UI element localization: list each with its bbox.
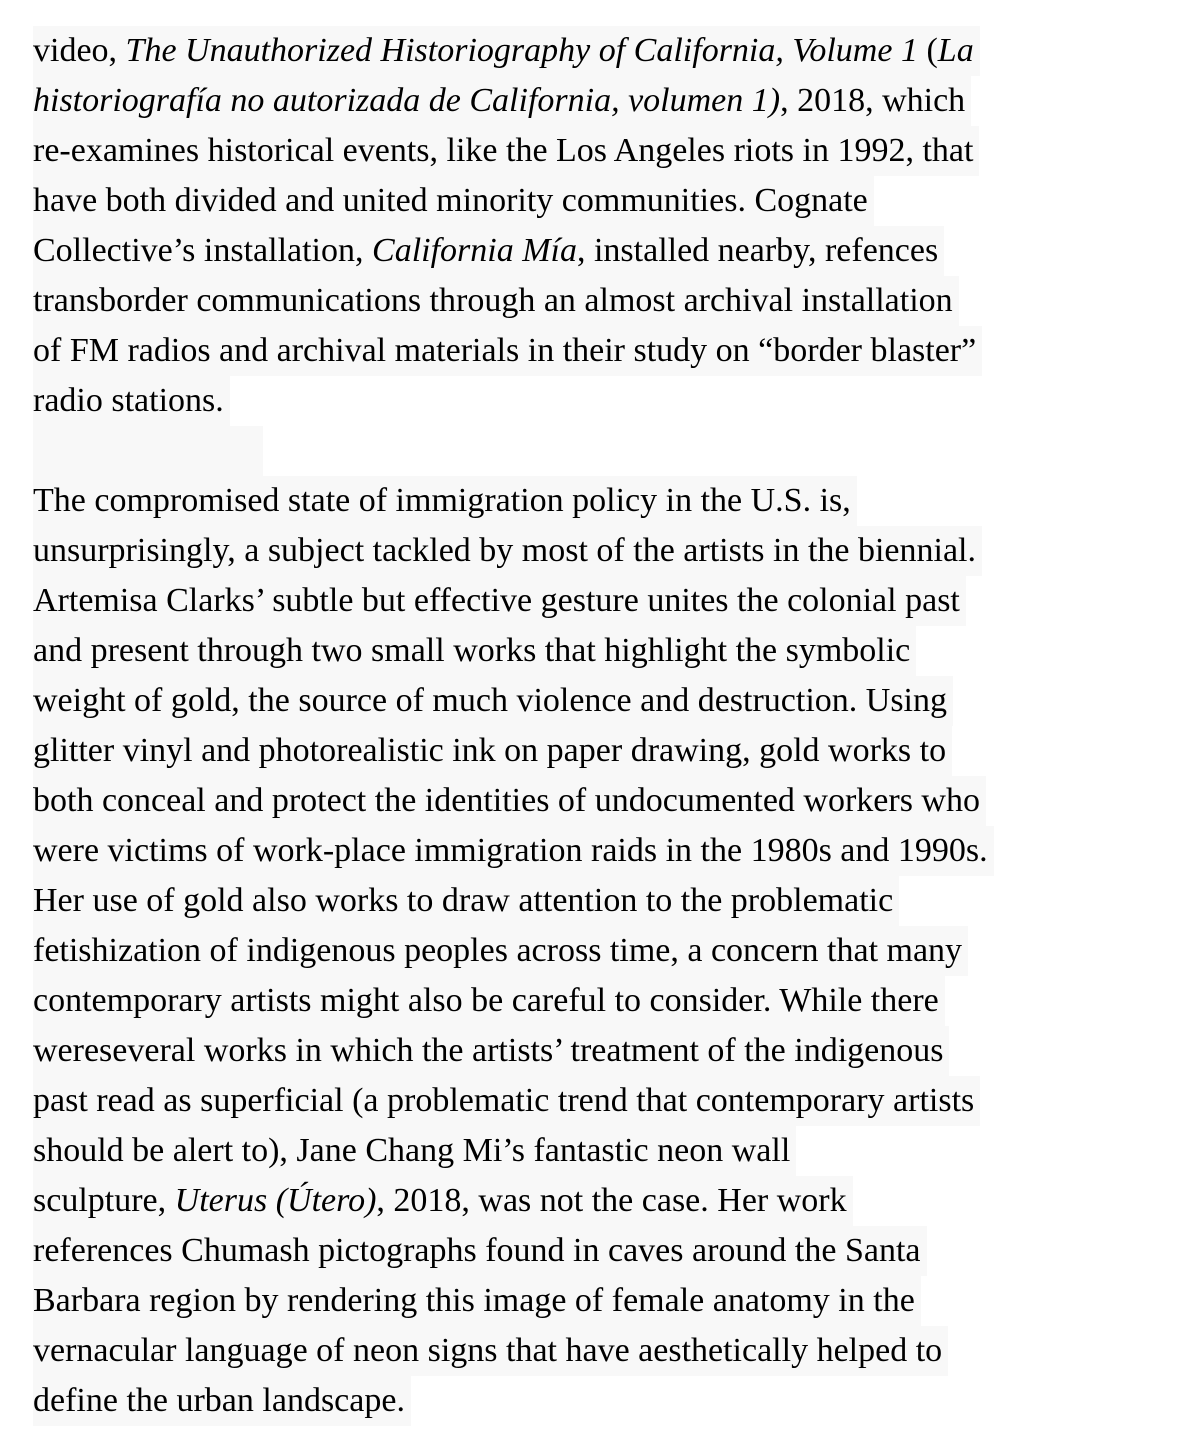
text-run: and present through two small works that highlight the symbolic (33, 632, 911, 669)
line-highlight (33, 776, 986, 826)
text-line (33, 826, 1177, 876)
text-run: contemporary artists might also be careful to consider. While there (33, 982, 939, 1019)
line-highlight (33, 1376, 411, 1426)
text-line (33, 176, 1177, 226)
line-highlight (33, 76, 971, 126)
italic-title-text: California Mía (372, 232, 577, 269)
text-run: Collective’s installation, (33, 232, 373, 269)
text-run: glitter vinyl and photorealistic ink on paper drawing, gold works to (33, 732, 947, 769)
line-highlight (33, 376, 230, 426)
line-highlight (33, 1226, 927, 1276)
line-highlight (33, 1126, 796, 1176)
text-line (33, 976, 1177, 1026)
line-highlight (33, 326, 982, 376)
text-run: have both divided and united minority communities. Cognate (33, 182, 868, 219)
text-line (33, 126, 1177, 176)
line-highlight (33, 626, 916, 676)
line-highlight (33, 1326, 948, 1376)
line-highlight (33, 1176, 853, 1226)
text-run: transborder communications through an almost archival installation (33, 282, 953, 319)
text-line (33, 1126, 1177, 1176)
text-line (33, 226, 1177, 276)
text-run: should be alert to), Jane Chang Mi’s fantastic neon wall (33, 1132, 791, 1169)
line-highlight (33, 226, 944, 276)
text-line (33, 926, 1177, 976)
text-line (33, 1176, 1177, 1226)
text-run: unsurprisingly, a subject tackled by most of the artists in the biennial. (33, 532, 977, 569)
text-run: Barbara region by rendering this image of female anatomy in the (33, 1282, 915, 1319)
text-line (33, 876, 1177, 926)
line-highlight (33, 26, 980, 76)
text-line (33, 626, 1177, 676)
text-line (33, 526, 1177, 576)
text-run: fetishization of indigenous peoples across time, a concern that many (33, 932, 963, 969)
text-line (33, 776, 1177, 826)
line-highlight (33, 276, 959, 326)
text-run: past read as superficial (a problematic trend that contemporary artists (33, 1082, 975, 1119)
paragraph (33, 476, 1177, 1426)
text-line (33, 26, 1177, 76)
line-highlight (33, 426, 263, 476)
text-run: Artemisa Clarks’ subtle but effective gesture unites the colonial past (33, 582, 960, 619)
text-run: vernacular language of neon signs that have aesthetically helped to (33, 1332, 943, 1369)
text-line (33, 376, 1177, 426)
text-run: define the urban landscape. (33, 1382, 405, 1419)
text-line (33, 76, 1177, 126)
line-highlight (33, 826, 994, 876)
text-line (33, 1226, 1177, 1276)
text-run: references Chumash pictographs found in caves around the Santa (33, 1232, 921, 1269)
text-run: both conceal and protect the identities of undocumented workers who (33, 782, 980, 819)
text-line (33, 1076, 1177, 1126)
text-line (33, 1326, 1177, 1376)
text-line (33, 576, 1177, 626)
line-highlight (33, 476, 857, 526)
paragraph-spacer (33, 426, 1177, 476)
line-highlight (33, 126, 979, 176)
text-line (33, 1276, 1177, 1326)
text-line (33, 1376, 1177, 1426)
text-line (33, 476, 1177, 526)
text-run: radio stations. (33, 382, 224, 419)
line-highlight (33, 526, 982, 576)
line-highlight (33, 926, 968, 976)
line-highlight (33, 676, 953, 726)
italic-title-text: historiografía no autorizada de California, volumen 1) (33, 82, 781, 119)
text-line (33, 276, 1177, 326)
text-run: weight of gold, the source of much violence and destruction. Using (33, 682, 947, 719)
paragraph (33, 26, 1177, 426)
text-run: , installed nearby, refences (576, 232, 939, 269)
line-highlight (33, 176, 874, 226)
text-run: wereseveral works in which the artists’ treatment of the indigenous (33, 1032, 944, 1069)
italic-title-text: The Unauthorized Historiography of California, Volume 1 (125, 32, 918, 69)
text-run: , 2018, was not the case. Her work (376, 1182, 847, 1219)
text-line (33, 726, 1177, 776)
text-run: of FM radios and archival materials in their study on “border blaster” (33, 332, 977, 369)
line-highlight (33, 876, 899, 926)
italic-title-text: Uterus (Útero) (174, 1182, 377, 1219)
line-highlight (33, 726, 952, 776)
document-body (33, 26, 1177, 1426)
line-highlight (33, 1276, 921, 1326)
text-run: sculpture, (33, 1182, 175, 1219)
text-line (33, 676, 1177, 726)
text-run: , 2018, which (780, 82, 966, 119)
text-line (33, 1026, 1177, 1076)
text-line (33, 326, 1177, 376)
line-highlight (33, 576, 966, 626)
text-run: video, (33, 32, 126, 69)
text-run: were victims of work-place immigration raids in the 1980s and 1990s. (33, 832, 988, 869)
line-highlight (33, 1026, 949, 1076)
text-run: The compromised state of immigration policy in the U.S. is, (33, 482, 851, 519)
line-highlight (33, 976, 945, 1026)
line-highlight (33, 1076, 980, 1126)
italic-title-text: La (937, 32, 974, 69)
text-run: ( (917, 32, 938, 69)
text-run: Her use of gold also works to draw attention to the problematic (33, 882, 894, 919)
text-run: re-examines historical events, like the Los Angeles riots in 1992, that (33, 132, 974, 169)
